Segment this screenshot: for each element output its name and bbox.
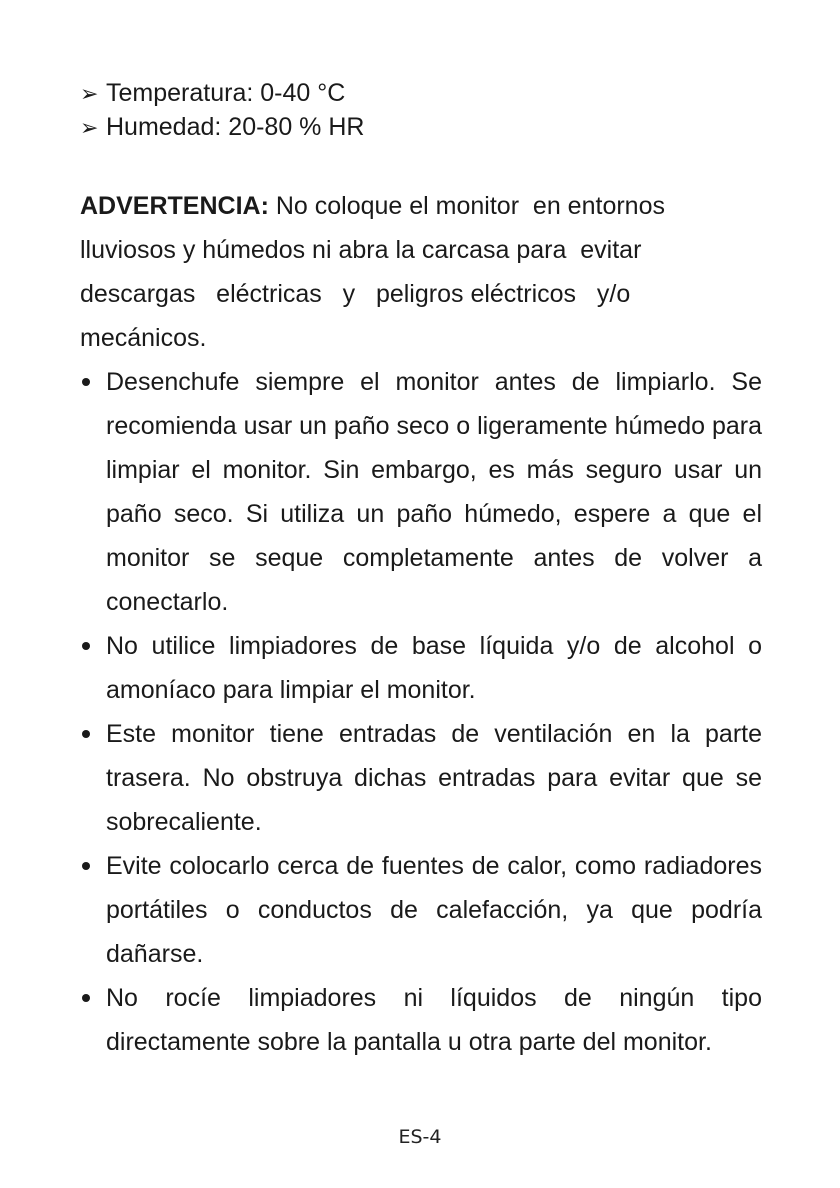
spec-list	[80, 76, 762, 144]
safety-bullet-text: Desenchufe siempre el monitor antes de limpiarlo. Se recomienda usar un paño seco o ligeramente húmedo para limpiar el monitor. Sin embargo, es más seguro usar un paño seco. Si utiliza un paño húmedo, espere a que el monitor se seque completamente antes de volver a conectarlo.	[106, 368, 762, 616]
bullet-dot-icon	[82, 994, 90, 1002]
bullet-dot-icon	[82, 378, 90, 386]
safety-bullet-text: No utilice limpiadores de base líquida y/o de alcohol o amoníaco para limpiar el monitor.	[106, 632, 762, 704]
warning-paragraph	[80, 184, 762, 360]
spec-humidity	[80, 110, 762, 144]
safety-bullet-item	[80, 624, 762, 712]
spec-temperature	[80, 76, 762, 110]
safety-bullet-text: No rocíe limpiadores ni líquidos de ningún tipo directamente sobre la pantalla u otra parte del monitor.	[106, 984, 762, 1056]
safety-bullet-text: Este monitor tiene entradas de ventilación en la parte trasera. No obstruya dichas entradas para evitar que se sobrecaliente.	[106, 720, 762, 836]
spec-temperature-text: Temperatura: 0-40 °C	[106, 79, 346, 107]
safety-bullet-item	[80, 844, 762, 976]
safety-bullet-list	[80, 360, 762, 1064]
warning-title: ADVERTENCIA:	[80, 192, 269, 220]
document-page	[80, 76, 762, 1064]
warning-body: No coloque el monitor en entornos lluviosos y húmedos ni abra la carcasa para evitar descargas eléctricas y peligros eléctricos y/o mecánicos.	[80, 192, 672, 352]
safety-bullet-item	[80, 976, 762, 1064]
bullet-dot-icon	[82, 862, 90, 870]
arrow-bullet-icon: ➢	[80, 115, 99, 140]
page-number: ES-4	[398, 1126, 442, 1148]
arrow-bullet-icon: ➢	[80, 81, 99, 106]
safety-bullet-item	[80, 712, 762, 844]
spec-humidity-text: Humedad: 20-80 % HR	[106, 113, 365, 141]
safety-bullet-text: Evite colocarlo cerca de fuentes de calor, como radiadores portátiles o conductos de calefacción, ya que podría dañarse.	[106, 852, 762, 968]
safety-bullet-item	[80, 360, 762, 624]
bullet-dot-icon	[82, 730, 90, 738]
bullet-dot-icon	[82, 642, 90, 650]
